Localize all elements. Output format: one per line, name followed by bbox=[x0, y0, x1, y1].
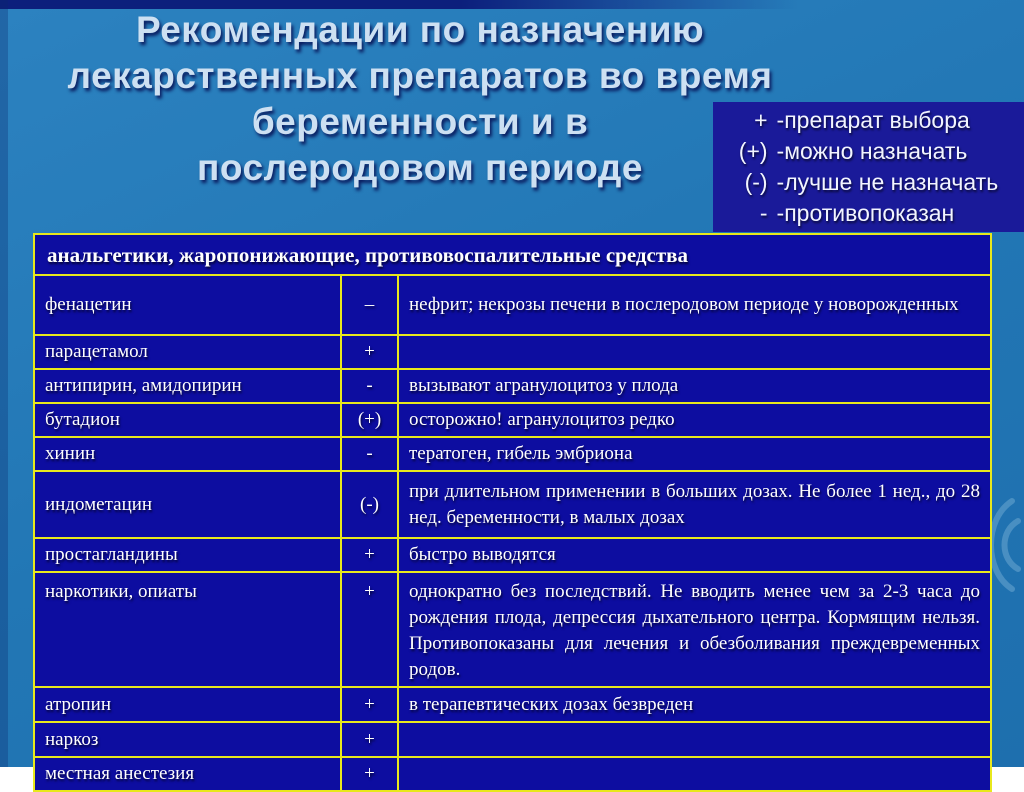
legend-label: -лучше не назначать bbox=[776, 169, 999, 195]
note-cell bbox=[398, 757, 991, 791]
note-cell: в терапевтических дозах безвреден bbox=[398, 687, 991, 722]
table-row bbox=[34, 403, 991, 437]
legend-label: -препарат выбора bbox=[776, 107, 970, 133]
note-cell: быстро выводятся bbox=[398, 538, 991, 572]
drug-name-cell: наркотики, опиаты bbox=[34, 572, 341, 687]
mark-cell: (+) bbox=[341, 403, 398, 437]
table-row bbox=[34, 687, 991, 722]
mark-cell: + bbox=[341, 757, 398, 791]
table-row bbox=[34, 757, 991, 791]
table-row bbox=[34, 335, 991, 369]
table-row bbox=[34, 369, 991, 403]
drug-name-cell: наркоз bbox=[34, 722, 341, 757]
mark-cell: + bbox=[341, 687, 398, 722]
drug-name-cell: атропин bbox=[34, 687, 341, 722]
drug-name-cell: бутадион bbox=[34, 403, 341, 437]
note-cell: при длительном применении в больших дозах. Не более 1 нед., до 28 нед. беременности, в малых дозах bbox=[398, 471, 991, 538]
legend-label: -можно назначать bbox=[776, 138, 968, 164]
mark-cell: - bbox=[341, 437, 398, 471]
legend-symbol: - bbox=[759, 200, 768, 226]
table-row bbox=[34, 471, 991, 538]
table-row bbox=[34, 275, 991, 335]
mark-cell: - bbox=[341, 369, 398, 403]
drug-name-cell: индометацин bbox=[34, 471, 341, 538]
legend-symbol: + bbox=[754, 107, 768, 133]
drug-name-cell: простагландины bbox=[34, 538, 341, 572]
note-cell: вызывают агранулоцитоз у плода bbox=[398, 369, 991, 403]
note-cell: однократно без последствий. Не вводить менее чем за 2-3 часа до рождения плода, депрессия дыхательного центра. Кормящим нельзя. Противопоказаны для лечения и обезболивания преждевременных родов. bbox=[398, 572, 991, 687]
legend-label: -противопоказан bbox=[776, 200, 955, 226]
legend-symbol: (+) bbox=[738, 138, 768, 164]
mark-cell: + bbox=[341, 538, 398, 572]
title-line-2: лекарственных препаратов во время bbox=[67, 55, 773, 96]
mark-cell: + bbox=[341, 722, 398, 757]
table-header-row bbox=[34, 234, 991, 275]
drug-name-cell: парацетамол bbox=[34, 335, 341, 369]
mark-cell: (-) bbox=[341, 471, 398, 538]
mark-cell: + bbox=[341, 572, 398, 687]
drug-name-cell: хинин bbox=[34, 437, 341, 471]
drug-name-cell: местная анестезия bbox=[34, 757, 341, 791]
mark-cell: – bbox=[341, 275, 398, 335]
legend-symbol: (-) bbox=[744, 169, 768, 195]
table-header-cell: анальгетики, жаропонижающие, противовоспалительные средства bbox=[34, 234, 991, 275]
note-cell bbox=[398, 335, 991, 369]
table-row bbox=[34, 722, 991, 757]
drug-table bbox=[33, 233, 992, 792]
title-line-1: Рекомендации по назначению bbox=[135, 9, 705, 50]
drug-name-cell: антипирин, амидопирин bbox=[34, 369, 341, 403]
legend-box bbox=[713, 102, 1024, 232]
note-cell bbox=[398, 722, 991, 757]
title-line-3: беременности и в bbox=[251, 101, 589, 142]
note-cell: тератоген, гибель эмбриона bbox=[398, 437, 991, 471]
table-row bbox=[34, 437, 991, 471]
mark-cell: + bbox=[341, 335, 398, 369]
table-row bbox=[34, 538, 991, 572]
title-line-4: послеродовом периоде bbox=[197, 147, 643, 188]
note-cell: осторожно! агранулоцитоз редко bbox=[398, 403, 991, 437]
drug-name-cell: фенацетин bbox=[34, 275, 341, 335]
table-row bbox=[34, 572, 991, 687]
note-cell: нефрит; некрозы печени в послеродовом периоде у новорожденных bbox=[398, 275, 991, 335]
